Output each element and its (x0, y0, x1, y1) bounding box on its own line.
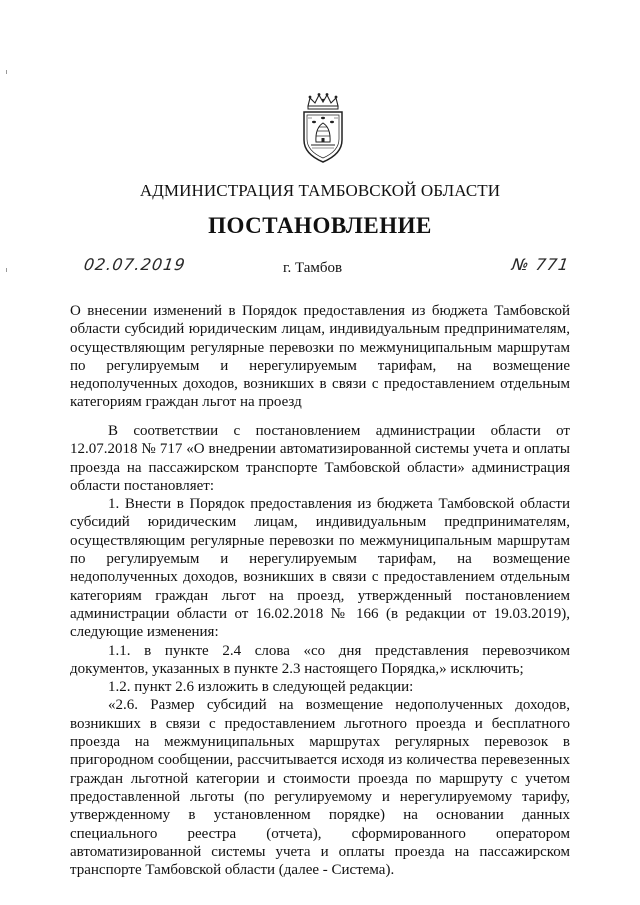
document-number: № 771 (510, 255, 571, 274)
body-item-1-1: 1.1. в пункте 2.4 слова «со дня представления перевозчиком документов, указанных в пункте 2.3 настоящего Порядка,» исключить; (70, 642, 570, 677)
body-item-2-6: «2.6. Размер субсидий на возмещение недополученных доходов, возникших в связи с предоставлением льготного проезда и бесплатного проезда на межмуниципальных маршрутах регулярных перевозок в пригородном сообщении, рассчитывается исходя из количества перевезенных граждан льготной категории и стоимости проезда по маршруту с учетом предоставленной льготы (по регулируемому и нерегулируемому тарифу, утвержденному в установленном порядке) на основании данных специального реестра (отчета), сформированного оператором автоматизированной системы учета и оплаты проезда на пассажирском транспорте Тамбовской области (далее - Система). (70, 697, 570, 879)
document-city: г. Тамбов (283, 260, 343, 276)
document-meta-row (0, 252, 640, 282)
document-type-title: ПОСТАНОВЛЕНИЕ (208, 213, 432, 238)
body-item-1: 1. Внести в Порядок предоставления из бюджета Тамбовской области субсидий юридическим лицам, индивидуальным предпринимателям, осуществляющим регулярные перевозки по межмуниципальным маршрутам по регулируемым и нерегулируемым тарифам, на возмещение недополученных доходов, возникших в связи с предоставлением отдельным категориям граждан льгот на проезд, утвержденный постановлением администрации области от 16.02.2018 № 166 (в редакции от 19.03.2019), следующие изменения: (70, 496, 570, 641)
body-preamble: В соответствии с постановлением администрации области от 12.07.2018 № 717 «О внедрении автоматизированной системы учета и оплаты проезда на пассажирском транспорте Тамбовской области» администрация области постановляет: (70, 423, 570, 494)
tambov-coat-of-arms-icon (298, 92, 348, 164)
body-item-1-2: 1.2. пункт 2.6 изложить в следующей редакции: (108, 679, 414, 696)
margin-tick (6, 70, 7, 74)
document-subject: О внесении изменений в Порядок предоставления из бюджета Тамбовской области субсидий юридическим лицам, индивидуальным предпринимателям, осуществляющим регулярные перевозки по межмуниципальным маршрутам по регулируемым и нерегулируемым тарифам, на возмещение недополученных доходов, возникших в связи с предоставлением отдельным категориям граждан льгот на проезд (70, 303, 570, 411)
organization-title: АДМИНИСТРАЦИЯ ТАМБОВСКОЙ ОБЛАСТИ (139, 181, 501, 200)
document-date: 02.07.2019 (82, 255, 187, 274)
document-body (70, 422, 570, 879)
